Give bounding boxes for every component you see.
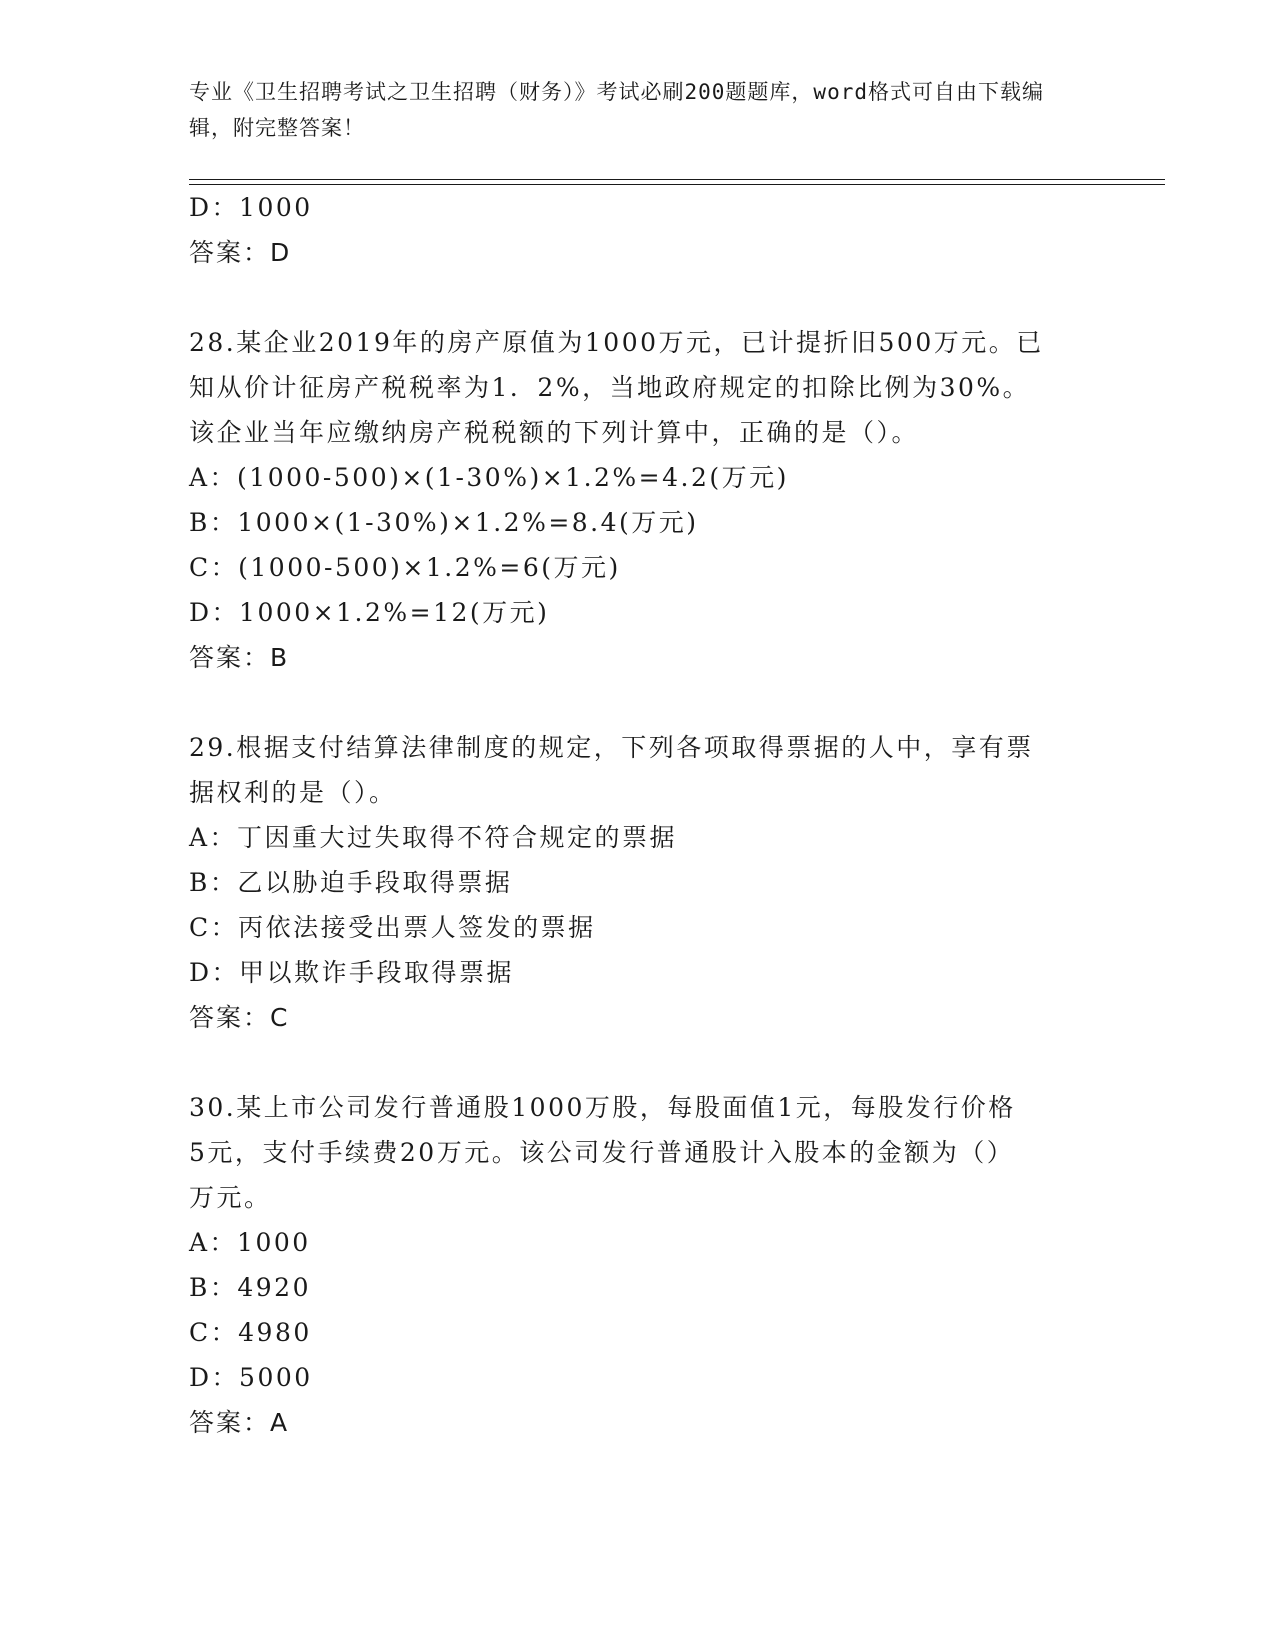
- q30-answer: 答案：A: [189, 1408, 290, 1437]
- q29-stem-line1: 29.根据支付结算法律制度的规定，下列各项取得票据的人中，享有票: [189, 733, 1034, 762]
- q28-stem-line2: 知从价计征房产税税率为1．2%，当地政府规定的扣除比例为30%。: [189, 373, 1031, 402]
- q30-stem-line2: 5元，支付手续费20万元。该公司发行普通股计入股本的金额为（）: [189, 1138, 1015, 1167]
- q30-stem-line1: 30.某上市公司发行普通股1000万股，每股面值1元，每股发行价格: [189, 1093, 1016, 1122]
- q29-option-b: B：乙以胁迫手段取得票据: [189, 868, 513, 897]
- q28-option-d: D：1000×1.2%=12(万元): [189, 598, 550, 627]
- q28-option-a: A：(1000-500)×(1-30%)×1.2%=4.2(万元): [189, 463, 789, 492]
- q29-answer: 答案：C: [189, 1003, 290, 1032]
- q29-stem-line2: 据权利的是（）。: [189, 778, 397, 807]
- q30-option-c: C：4980: [189, 1318, 312, 1347]
- q29-option-c: C：丙依法接受出票人签发的票据: [189, 913, 596, 942]
- q28-answer: 答案：B: [189, 643, 290, 672]
- q29-option-d: D：甲以欺诈手段取得票据: [189, 958, 515, 987]
- q30-option-d: D：5000: [189, 1363, 313, 1392]
- q28-option-b: B：1000×(1-30%)×1.2%=8.4(万元): [189, 508, 699, 537]
- q28-option-c: C：(1000-500)×1.2%=6(万元): [189, 553, 621, 582]
- q30-option-b: B：4920: [189, 1273, 311, 1302]
- header-rule-bottom: [189, 184, 1165, 185]
- document-header: 专业《卫生招聘考试之卫生招聘（财务）》考试必刷200题题库，word格式可自由下载编辑，附完整答案！: [189, 80, 1044, 140]
- q30-stem-line3: 万元。: [189, 1183, 272, 1212]
- q28-stem-line1: 28.某企业2019年的房产原值为1000万元，已计提折旧500万元。已: [189, 328, 1044, 357]
- header-rule-top: [189, 179, 1165, 180]
- q29-option-a: A：丁因重大过失取得不符合规定的票据: [189, 823, 678, 852]
- q27-option-d: D：1000: [189, 193, 313, 222]
- q27-answer: 答案：D: [189, 238, 292, 267]
- q28-stem-line3: 该企业当年应缴纳房产税税额的下列计算中，正确的是（）。: [189, 418, 920, 447]
- q30-option-a: A：1000: [189, 1228, 311, 1257]
